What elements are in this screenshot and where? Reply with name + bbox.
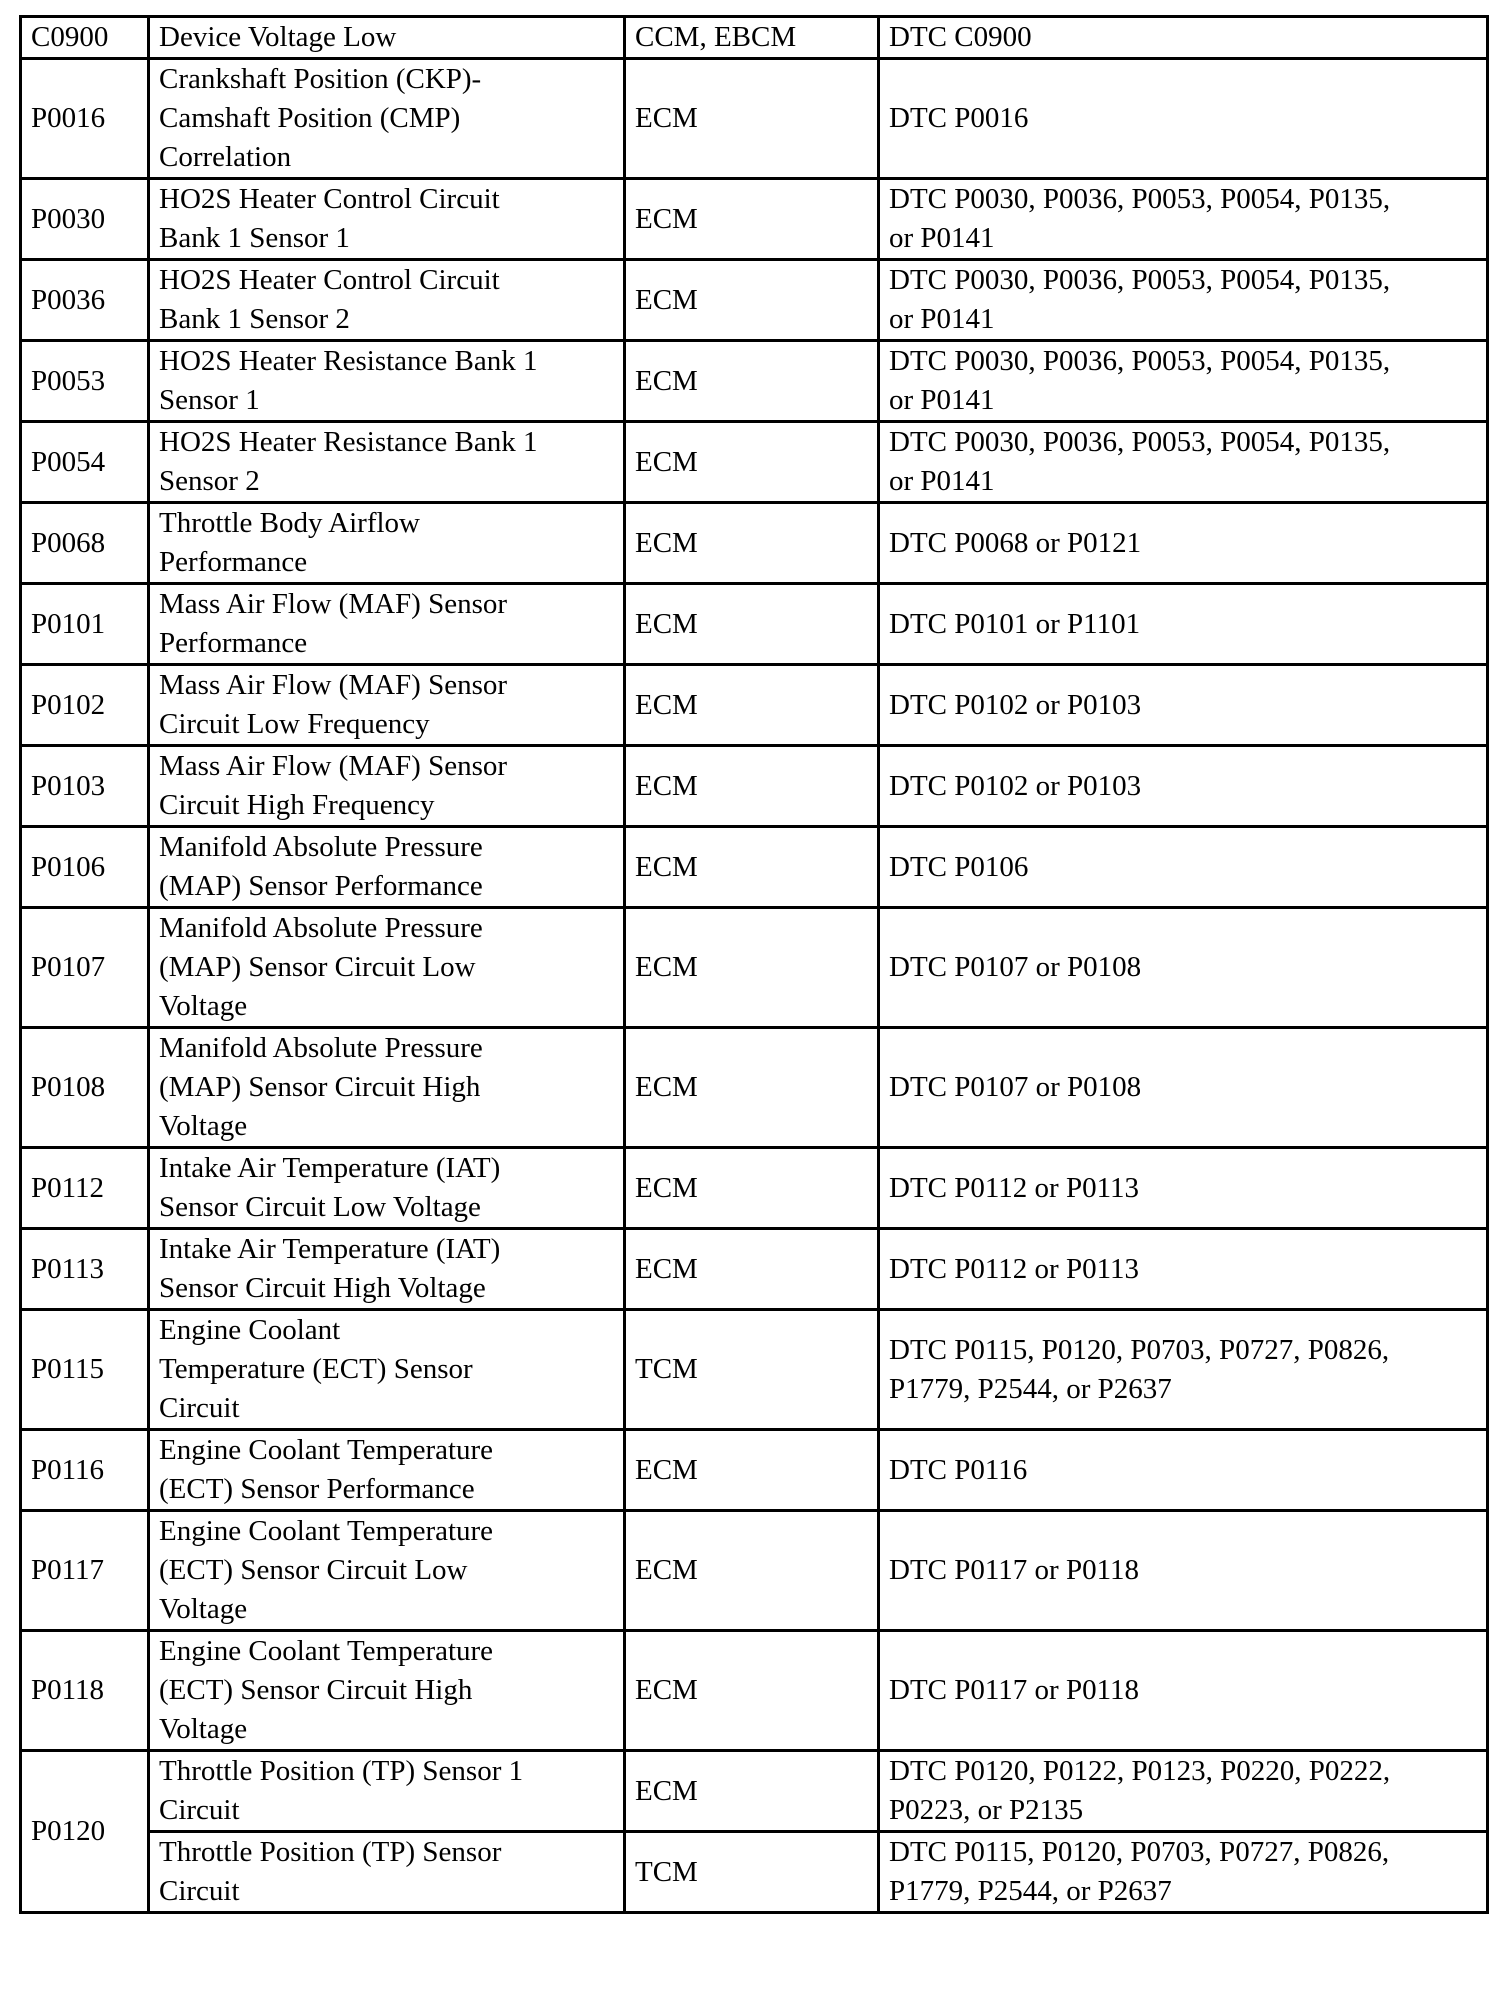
table-row xyxy=(21,17,1488,59)
dtc-code-cell: P0120 xyxy=(21,1751,149,1913)
dtc-module-cell: ECM xyxy=(625,827,879,908)
table-row xyxy=(21,1310,1488,1430)
dtc-reference-cell: DTC P0106 xyxy=(879,827,1488,908)
dtc-description-cell: Manifold Absolute Pressure (MAP) Sensor Circuit Low Voltage xyxy=(149,908,625,1028)
dtc-description-cell: Crankshaft Position (CKP)- Camshaft Position (CMP) Correlation xyxy=(149,59,625,179)
dtc-description-cell: Mass Air Flow (MAF) Sensor Circuit Low Frequency xyxy=(149,665,625,746)
dtc-code-cell: P0036 xyxy=(21,260,149,341)
dtc-module-cell: ECM xyxy=(625,341,879,422)
dtc-description-cell: HO2S Heater Control Circuit Bank 1 Sensor 1 xyxy=(149,179,625,260)
table-row xyxy=(21,1028,1488,1148)
table-row xyxy=(21,422,1488,503)
dtc-reference-cell: DTC P0030, P0036, P0053, P0054, P0135, or P0141 xyxy=(879,341,1488,422)
dtc-reference-cell: DTC P0068 or P0121 xyxy=(879,503,1488,584)
dtc-reference-cell: DTC P0112 or P0113 xyxy=(879,1229,1488,1310)
dtc-reference-cell: DTC P0112 or P0113 xyxy=(879,1148,1488,1229)
dtc-module-cell: ECM xyxy=(625,665,879,746)
dtc-reference-cell: DTC P0101 or P1101 xyxy=(879,584,1488,665)
dtc-code-cell: P0116 xyxy=(21,1430,149,1511)
dtc-description-cell: Throttle Body Airflow Performance xyxy=(149,503,625,584)
dtc-module-cell: ECM xyxy=(625,746,879,827)
table-row xyxy=(21,1832,1488,1913)
dtc-reference-cell: DTC C0900 xyxy=(879,17,1488,59)
dtc-module-cell: ECM xyxy=(625,422,879,503)
dtc-table-body xyxy=(21,17,1488,1913)
dtc-reference-cell: DTC P0030, P0036, P0053, P0054, P0135, or P0141 xyxy=(879,422,1488,503)
dtc-description-cell: Mass Air Flow (MAF) Sensor Circuit High Frequency xyxy=(149,746,625,827)
dtc-reference-cell: DTC P0102 or P0103 xyxy=(879,746,1488,827)
dtc-code-cell: P0101 xyxy=(21,584,149,665)
dtc-code-cell: P0102 xyxy=(21,665,149,746)
table-row xyxy=(21,827,1488,908)
dtc-code-cell: P0016 xyxy=(21,59,149,179)
dtc-code-cell: P0108 xyxy=(21,1028,149,1148)
table-row xyxy=(21,341,1488,422)
dtc-description-cell: HO2S Heater Resistance Bank 1 Sensor 1 xyxy=(149,341,625,422)
dtc-module-cell: ECM xyxy=(625,503,879,584)
dtc-description-cell: Engine Coolant Temperature (ECT) Sensor Circuit Low Voltage xyxy=(149,1511,625,1631)
dtc-reference-cell: DTC P0120, P0122, P0123, P0220, P0222, P0223, or P2135 xyxy=(879,1751,1488,1832)
dtc-description-cell: Mass Air Flow (MAF) Sensor Performance xyxy=(149,584,625,665)
dtc-module-cell: CCM, EBCM xyxy=(625,17,879,59)
dtc-module-cell: ECM xyxy=(625,1148,879,1229)
dtc-reference-cell: DTC P0115, P0120, P0703, P0727, P0826, P1779, P2544, or P2637 xyxy=(879,1310,1488,1430)
dtc-module-cell: ECM xyxy=(625,584,879,665)
dtc-reference-cell: DTC P0030, P0036, P0053, P0054, P0135, or P0141 xyxy=(879,179,1488,260)
dtc-description-cell: HO2S Heater Resistance Bank 1 Sensor 2 xyxy=(149,422,625,503)
table-row xyxy=(21,503,1488,584)
dtc-table xyxy=(19,15,1489,1914)
dtc-module-cell: ECM xyxy=(625,1631,879,1751)
dtc-description-cell: HO2S Heater Control Circuit Bank 1 Sensor 2 xyxy=(149,260,625,341)
table-row xyxy=(21,746,1488,827)
dtc-description-cell: Engine Coolant Temperature (ECT) Sensor Circuit xyxy=(149,1310,625,1430)
table-row xyxy=(21,59,1488,179)
table-row xyxy=(21,1229,1488,1310)
dtc-module-cell: ECM xyxy=(625,260,879,341)
dtc-code-cell: P0106 xyxy=(21,827,149,908)
table-row xyxy=(21,1430,1488,1511)
dtc-reference-cell: DTC P0107 or P0108 xyxy=(879,908,1488,1028)
dtc-reference-cell: DTC P0107 or P0108 xyxy=(879,1028,1488,1148)
dtc-module-cell: ECM xyxy=(625,179,879,260)
dtc-module-cell: ECM xyxy=(625,1751,879,1832)
dtc-description-cell: Intake Air Temperature (IAT) Sensor Circuit High Voltage xyxy=(149,1229,625,1310)
table-row xyxy=(21,179,1488,260)
table-row xyxy=(21,1751,1488,1832)
dtc-description-cell: Device Voltage Low xyxy=(149,17,625,59)
dtc-code-cell: P0054 xyxy=(21,422,149,503)
dtc-reference-cell: DTC P0115, P0120, P0703, P0727, P0826, P1779, P2544, or P2637 xyxy=(879,1832,1488,1913)
table-row xyxy=(21,908,1488,1028)
dtc-reference-cell: DTC P0030, P0036, P0053, P0054, P0135, or P0141 xyxy=(879,260,1488,341)
dtc-code-cell: C0900 xyxy=(21,17,149,59)
dtc-description-cell: Throttle Position (TP) Sensor 1 Circuit xyxy=(149,1751,625,1832)
table-row xyxy=(21,1148,1488,1229)
dtc-reference-cell: DTC P0016 xyxy=(879,59,1488,179)
dtc-code-cell: P0068 xyxy=(21,503,149,584)
dtc-reference-cell: DTC P0117 or P0118 xyxy=(879,1631,1488,1751)
dtc-code-cell: P0118 xyxy=(21,1631,149,1751)
dtc-description-cell: Intake Air Temperature (IAT) Sensor Circuit Low Voltage xyxy=(149,1148,625,1229)
dtc-module-cell: ECM xyxy=(625,1028,879,1148)
dtc-module-cell: TCM xyxy=(625,1832,879,1913)
dtc-module-cell: ECM xyxy=(625,1229,879,1310)
table-row xyxy=(21,260,1488,341)
dtc-description-cell: Engine Coolant Temperature (ECT) Sensor Performance xyxy=(149,1430,625,1511)
dtc-code-cell: P0117 xyxy=(21,1511,149,1631)
dtc-reference-cell: DTC P0102 or P0103 xyxy=(879,665,1488,746)
dtc-module-cell: TCM xyxy=(625,1310,879,1430)
dtc-module-cell: ECM xyxy=(625,1430,879,1511)
dtc-code-cell: P0053 xyxy=(21,341,149,422)
dtc-description-cell: Manifold Absolute Pressure (MAP) Sensor Circuit High Voltage xyxy=(149,1028,625,1148)
dtc-code-cell: P0107 xyxy=(21,908,149,1028)
dtc-code-cell: P0115 xyxy=(21,1310,149,1430)
table-row xyxy=(21,665,1488,746)
table-row xyxy=(21,584,1488,665)
dtc-description-cell: Throttle Position (TP) Sensor Circuit xyxy=(149,1832,625,1913)
dtc-reference-cell: DTC P0117 or P0118 xyxy=(879,1511,1488,1631)
dtc-reference-cell: DTC P0116 xyxy=(879,1430,1488,1511)
dtc-code-cell: P0112 xyxy=(21,1148,149,1229)
table-row xyxy=(21,1511,1488,1631)
dtc-description-cell: Engine Coolant Temperature (ECT) Sensor Circuit High Voltage xyxy=(149,1631,625,1751)
dtc-description-cell: Manifold Absolute Pressure (MAP) Sensor Performance xyxy=(149,827,625,908)
dtc-code-cell: P0113 xyxy=(21,1229,149,1310)
dtc-module-cell: ECM xyxy=(625,1511,879,1631)
dtc-code-cell: P0030 xyxy=(21,179,149,260)
dtc-code-cell: P0103 xyxy=(21,746,149,827)
dtc-module-cell: ECM xyxy=(625,59,879,179)
table-row xyxy=(21,1631,1488,1751)
dtc-module-cell: ECM xyxy=(625,908,879,1028)
